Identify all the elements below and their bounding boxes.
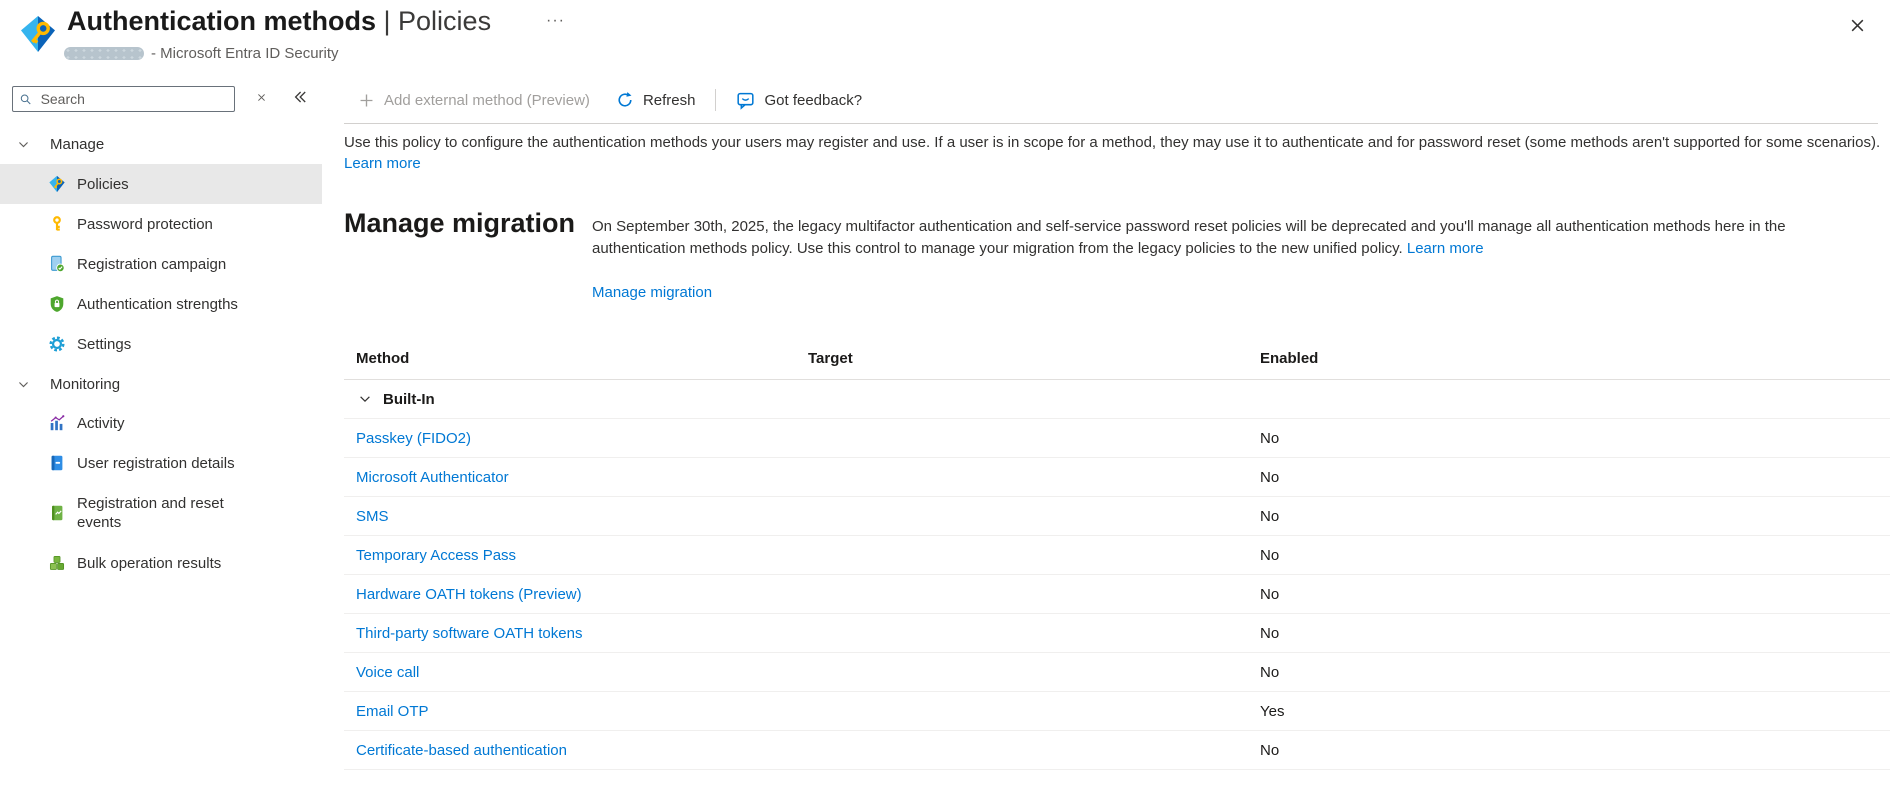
sidebar-item-label: Registration campaign bbox=[77, 255, 227, 273]
chevron-down-icon bbox=[17, 378, 30, 391]
collapse-sidebar-button[interactable] bbox=[292, 89, 308, 105]
add-external-method-label: Add external method (Preview) bbox=[384, 91, 590, 109]
manage-migration-description bbox=[592, 216, 1856, 260]
toolbar-divider bbox=[715, 89, 716, 111]
method-link[interactable]: Hardware OATH tokens (Preview) bbox=[356, 585, 582, 603]
notebook-green-icon bbox=[48, 504, 66, 522]
got-feedback-button[interactable] bbox=[736, 91, 862, 110]
search-icon bbox=[19, 92, 33, 107]
collapse-icon bbox=[292, 89, 308, 105]
sidebar-item-label: Activity bbox=[77, 414, 125, 432]
method-link[interactable]: Email OTP bbox=[356, 702, 429, 720]
method-link[interactable]: Passkey (FIDO2) bbox=[356, 429, 472, 447]
refresh-label: Refresh bbox=[642, 91, 696, 109]
sidebar-item-label: Settings bbox=[77, 335, 132, 353]
nav-section-label: Manage bbox=[50, 135, 105, 153]
learn-more-link[interactable]: Learn more bbox=[344, 155, 421, 172]
table-row bbox=[344, 653, 1890, 692]
policy-description bbox=[344, 132, 1884, 174]
manage-migration-heading: Manage migration bbox=[344, 208, 576, 238]
method-link[interactable]: Third-party software OATH tokens bbox=[356, 624, 583, 642]
method-link[interactable]: Microsoft Authenticator bbox=[356, 468, 509, 486]
bar-chart-icon bbox=[48, 414, 66, 432]
sidebar-item-label: User registration details bbox=[77, 454, 235, 472]
more-options-icon[interactable]: ··· bbox=[546, 12, 565, 29]
plus-icon bbox=[358, 92, 375, 109]
toolbar bbox=[358, 84, 862, 116]
enabled-value: No bbox=[1260, 663, 1280, 681]
content-area bbox=[322, 70, 1890, 804]
enabled-value: No bbox=[1260, 624, 1280, 642]
refresh-button[interactable] bbox=[616, 91, 696, 109]
table-row bbox=[344, 458, 1890, 497]
redacted-tenant-name bbox=[64, 47, 144, 60]
manage-migration-link[interactable]: Manage migration bbox=[592, 284, 713, 301]
method-link[interactable]: Temporary Access Pass bbox=[356, 546, 517, 564]
sidebar-item-label: Password protection bbox=[77, 215, 213, 233]
sidebar-item-policies[interactable] bbox=[0, 164, 322, 204]
page-title-primary: Authentication methods bbox=[67, 6, 376, 36]
table-row bbox=[344, 419, 1890, 458]
notebook-blue-icon bbox=[48, 454, 66, 472]
table-row bbox=[344, 614, 1890, 653]
sidebar-item-label: Authentication strengths bbox=[77, 295, 238, 313]
shield-lock-icon bbox=[48, 295, 66, 313]
refresh-icon bbox=[616, 91, 634, 109]
phone-check-icon bbox=[48, 255, 66, 273]
chevron-down-icon bbox=[358, 392, 372, 406]
table-row bbox=[344, 692, 1890, 731]
sidebar-item-settings[interactable] bbox=[0, 324, 322, 364]
group-row-built-in[interactable] bbox=[344, 380, 1890, 419]
key-icon bbox=[48, 215, 66, 233]
enabled-value: No bbox=[1260, 468, 1280, 486]
enabled-value: No bbox=[1260, 507, 1280, 525]
sidebar-item-activity[interactable] bbox=[0, 403, 322, 443]
policy-description-text: Use this policy to configure the authentication methods your users may register and use. If a user is in scope for a method, they may use it to authenticate and for password reset (some methods aren't supported for some scenarios). bbox=[344, 134, 1881, 151]
search-input[interactable] bbox=[39, 90, 228, 108]
enabled-value: No bbox=[1260, 546, 1280, 564]
nav-section-monitoring[interactable] bbox=[0, 370, 322, 398]
authentication-methods-icon bbox=[18, 12, 58, 56]
page-title-secondary: | Policies bbox=[383, 6, 492, 36]
add-external-method-button[interactable] bbox=[358, 92, 590, 109]
table-row bbox=[344, 731, 1890, 770]
sidebar-item-authentication-strengths[interactable] bbox=[0, 284, 322, 324]
directory-label: - Microsoft Entra ID Security bbox=[151, 44, 339, 62]
gear-icon bbox=[48, 335, 66, 353]
column-header-enabled: Enabled bbox=[1260, 350, 1319, 367]
got-feedback-label: Got feedback? bbox=[764, 91, 863, 109]
table-header-row bbox=[344, 338, 1890, 380]
table-row bbox=[344, 497, 1890, 536]
sidebar-item-user-registration-details[interactable] bbox=[0, 443, 322, 483]
manage-migration-text: On September 30th, 2025, the legacy multifactor authentication and self-service password reset policies will be deprecated and you'll manage all authentication methods here in the authentication methods policy. Use this control to manage your migration from the legacy policies to the new unified policy. bbox=[592, 218, 1786, 257]
sidebar-nav bbox=[0, 130, 322, 583]
migration-learn-more-link[interactable]: Learn more bbox=[1406, 240, 1484, 257]
page-title bbox=[67, 6, 491, 37]
search-clear-button[interactable] bbox=[255, 91, 268, 104]
page-subtitle bbox=[64, 44, 339, 62]
sidebar-search[interactable] bbox=[12, 86, 235, 112]
nav-section-label: Monitoring bbox=[50, 375, 121, 393]
feedback-icon bbox=[736, 91, 755, 110]
table-row bbox=[344, 575, 1890, 614]
method-link[interactable]: Certificate-based authentication bbox=[356, 741, 567, 759]
clear-icon bbox=[255, 91, 268, 104]
toolbar-separator bbox=[344, 123, 1878, 124]
manage-migration-action bbox=[592, 284, 712, 301]
column-header-target: Target bbox=[808, 350, 853, 367]
cubes-icon bbox=[48, 554, 66, 572]
enabled-value: No bbox=[1260, 429, 1280, 447]
sidebar-item-label: Bulk operation results bbox=[77, 554, 222, 572]
method-link[interactable]: Voice call bbox=[356, 663, 420, 681]
close-blade-button[interactable] bbox=[1846, 14, 1868, 36]
sidebar-item-registration-campaign[interactable] bbox=[0, 244, 322, 284]
nav-section-manage[interactable] bbox=[0, 130, 322, 158]
auth-methods-icon bbox=[48, 175, 66, 193]
method-link[interactable]: SMS bbox=[356, 507, 389, 525]
sidebar-item-bulk-operation-results[interactable] bbox=[0, 543, 322, 583]
sidebar-item-password-protection[interactable] bbox=[0, 204, 322, 244]
enabled-value: Yes bbox=[1260, 702, 1285, 720]
methods-table bbox=[344, 338, 1890, 770]
enabled-value: No bbox=[1260, 585, 1280, 603]
sidebar-item-label: Policies bbox=[77, 175, 129, 193]
column-header-method: Method bbox=[356, 350, 410, 367]
chevron-down-icon bbox=[17, 138, 30, 151]
enabled-value: No bbox=[1260, 741, 1280, 759]
table-row bbox=[344, 536, 1890, 575]
sidebar bbox=[0, 70, 322, 804]
sidebar-item-registration-and-reset-events[interactable] bbox=[0, 483, 322, 543]
sidebar-item-label: Registration and reset events bbox=[77, 495, 224, 531]
close-icon bbox=[1849, 17, 1866, 34]
group-label: Built-In bbox=[383, 390, 435, 408]
